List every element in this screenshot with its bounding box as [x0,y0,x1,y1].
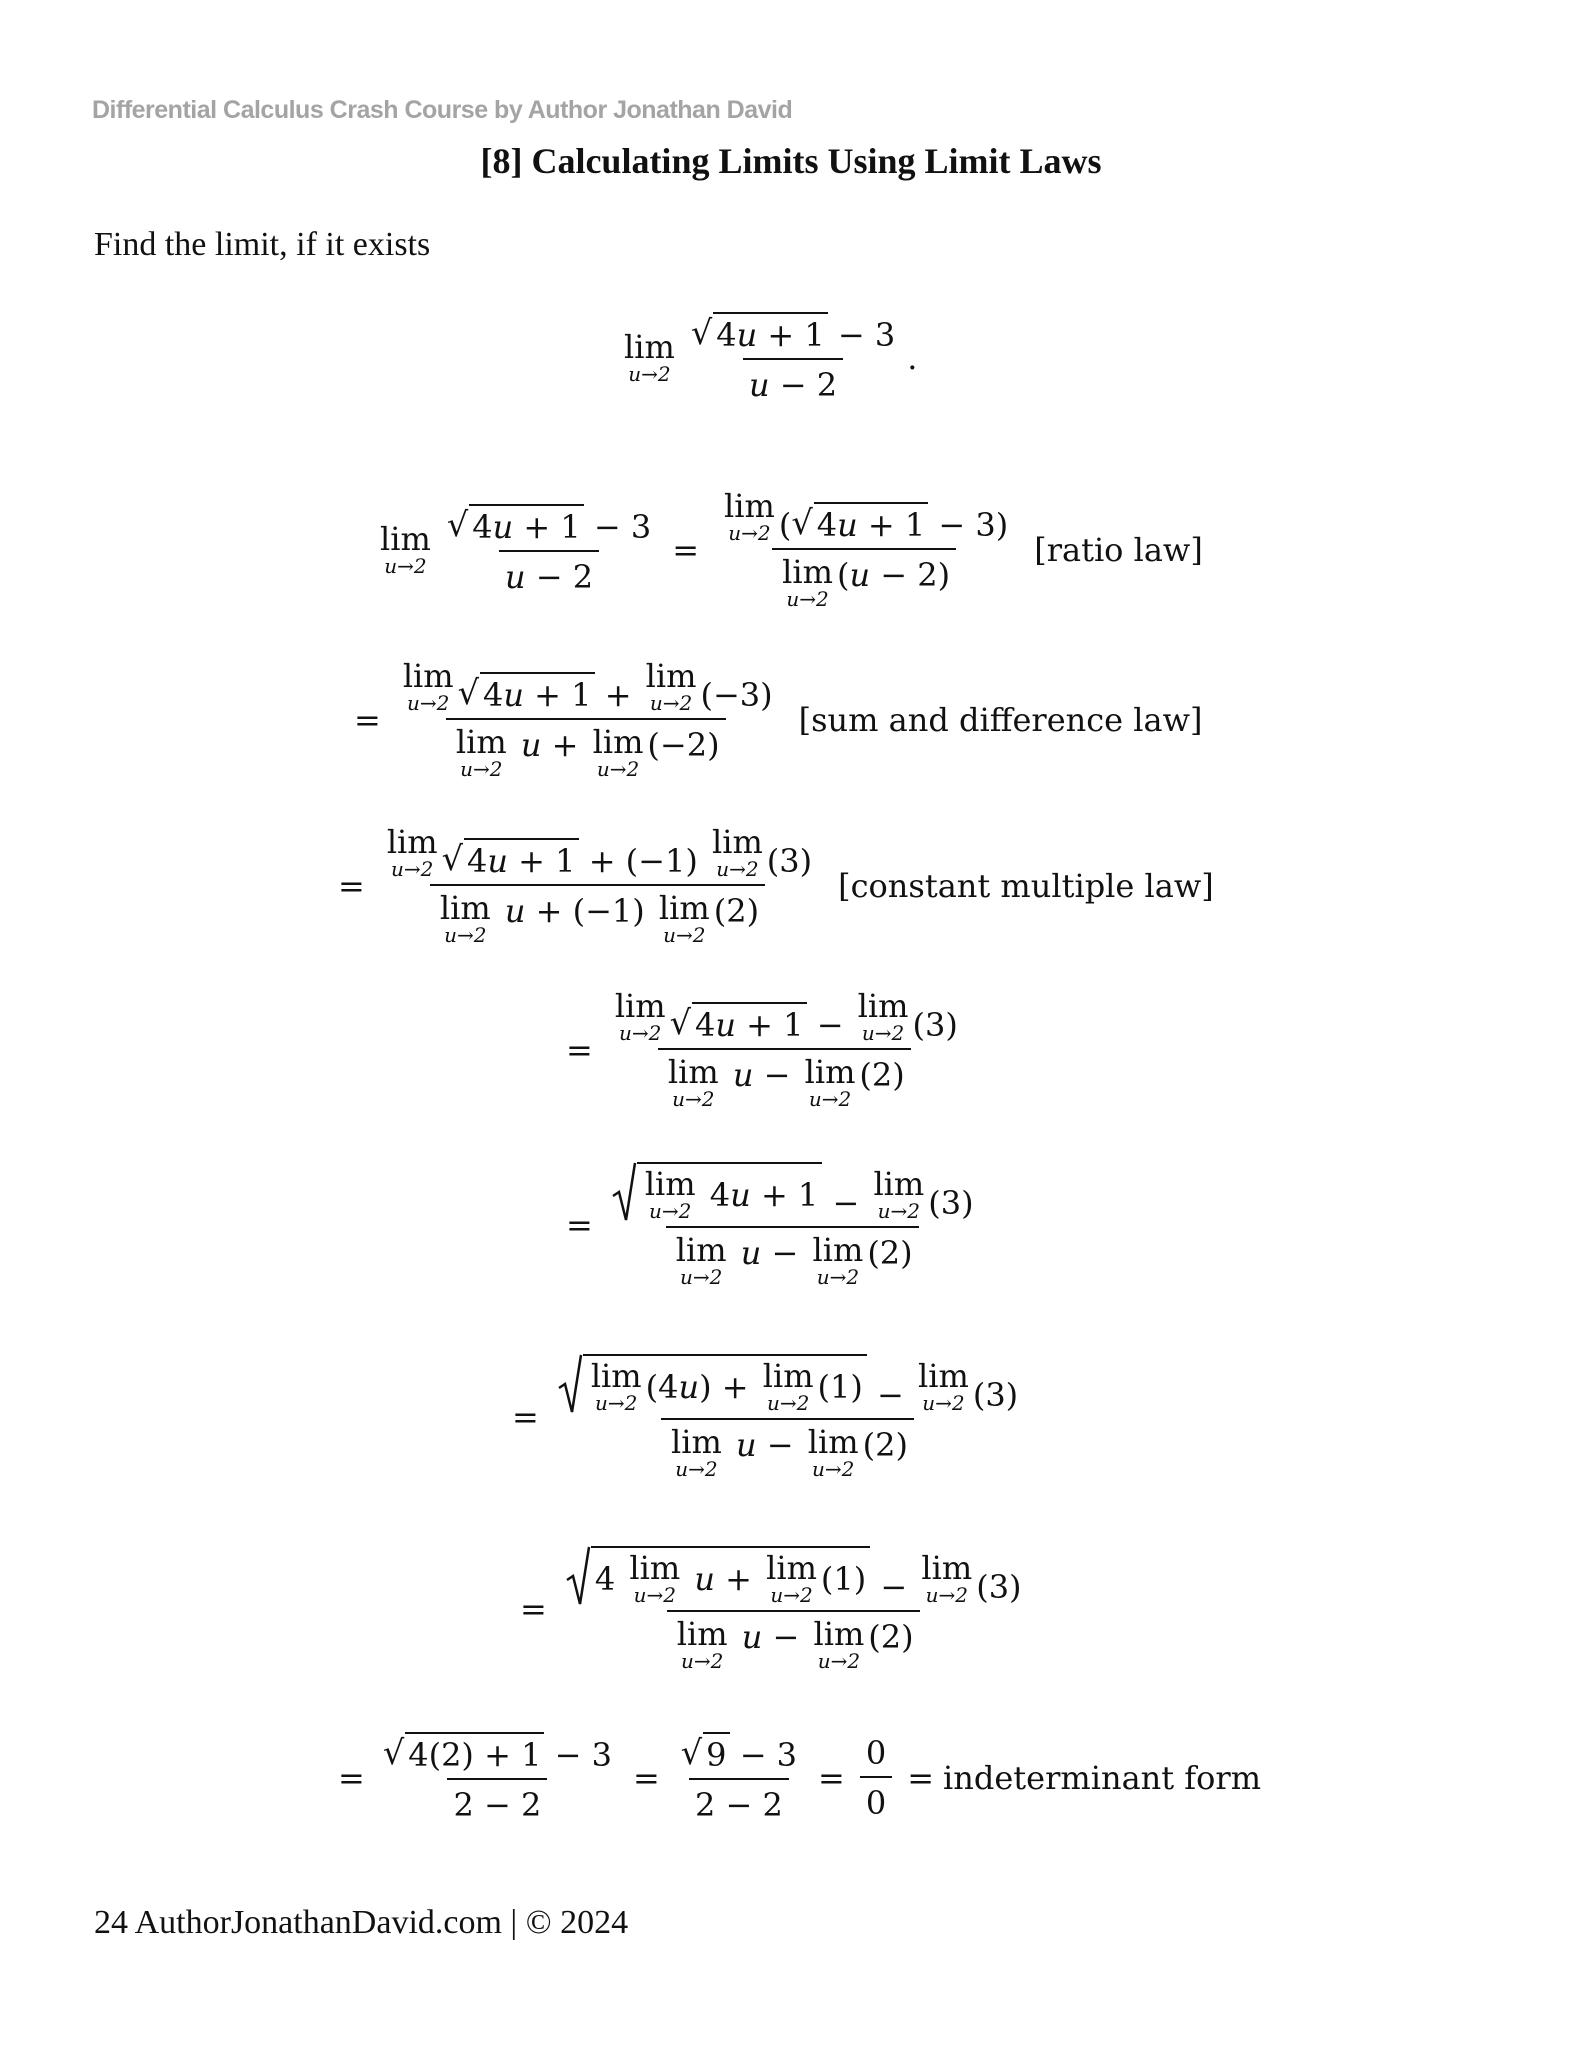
limit-operator: lim u→2 [592,723,644,781]
limit-operator: lim u→2 [386,823,438,881]
limit-operator: lim u→2 [724,487,775,545]
limit-operator: lim u→2 [711,823,763,881]
limit-operator: lim u→2 [921,1549,973,1607]
limit-operator: lim u→2 [857,987,909,1045]
limit-operator: lim u→2 [918,1357,969,1415]
note-ratio-law: [ratio law] [1034,531,1203,569]
limit-operator: lim u→2 [629,1549,681,1607]
limit-operator: lim u→2 [812,1231,864,1289]
limit-operator: lim u→2 [804,1053,856,1111]
note-sum-difference-law: [sum and difference law] [798,701,1203,739]
limit-operator: lim u→2 [590,1357,642,1415]
step-constant-factor: = 4 lim u→2 u + lim u→2 (1) − lim u→2 (3) lim u→2 u − lim u→2 (2) [520,1546,1034,1672]
problem-prompt: Find the limit, if it exists [94,226,431,263]
limit-operator: lim u→2 [439,889,491,947]
limit-operator: lim u→2 [380,520,431,578]
limit-operator: lim u→2 [667,1053,719,1111]
step-constant-multiple-law: = lim u→2 √ 4 u + 1 + (−1) lim u→2 (3) lim u→2 u + (−1) lim u→2 (2) [constant multiple law] [338,823,1214,947]
limit-operator: lim u→2 [671,1423,722,1481]
page-footer: 24 AuthorJonathanDavid.com | © 2024 [94,1904,629,1941]
page-title: [8] Calculating Limits Using Limit Laws [480,141,1102,181]
limit-operator: lim u→2 [762,1357,814,1415]
limit-operator: lim u→2 [807,1423,859,1481]
limit-operator: lim u→2 [873,1165,925,1223]
step-simplified-difference: = lim u→2 √ 4 u + 1 − lim u→2 (3) lim u→2 u − lim u→2 (2) [566,987,958,1111]
step-ratio-law: lim u→2 √ 4 u + 1 − 3 u − 2 = lim u→2 ( √ 4 u + 1 − 3) lim u→2 ( u − 2) [ratio law] [380,487,1203,611]
running-header: Differential Calculus Crash Course by Author Jonathan David [92,96,793,124]
result-label: indeterminant form [943,1759,1262,1797]
step-sum-difference-law: = lim u→2 √ 4 u + 1 + lim u→2 (−3) lim u→2 u + lim u→2 (−2) [sum and difference law] [354,657,1203,781]
problem-expression: lim u→2 √ 4 u + 1 − 3 u − 2 . [624,313,918,404]
limit-operator: lim u→2 [658,889,710,947]
limit-operator: lim u→2 [455,723,507,781]
limit-operator: lim u→2 [614,987,666,1045]
limit-operator: lim u→2 [644,1165,696,1223]
limit-operator: lim u→2 [766,1549,817,1607]
limit-operator: lim u→2 [675,1231,727,1289]
step-split-inner-limits: = lim u→2 (4 u ) + lim u→2 (1) − lim u→2 (3) lim u→2 u − lim u→2 (2) [512,1354,1030,1480]
limit-operator: lim u→2 [676,1615,728,1673]
limit-operator: lim u→2 [645,657,697,715]
step-root-of-limit: = lim u→2 4 u + 1 − lim u→2 (3) lim u→2 u − lim u→2 (2) [566,1162,986,1288]
step-evaluation: = √ 4(2) + 1 − 3 2 − 2 = √ 9 − 3 2 − 2 = $\frac{0}{0}$ = indeterminant form [338,1733,1262,1824]
limit-operator: lim u→2 [813,1615,865,1673]
note-constant-multiple-law: [constant multiple law] [838,867,1214,905]
limit-operator: lim u→2 [624,328,675,386]
limit-operator: lim u→2 [782,553,833,611]
limit-operator: lim u→2 [402,657,454,715]
